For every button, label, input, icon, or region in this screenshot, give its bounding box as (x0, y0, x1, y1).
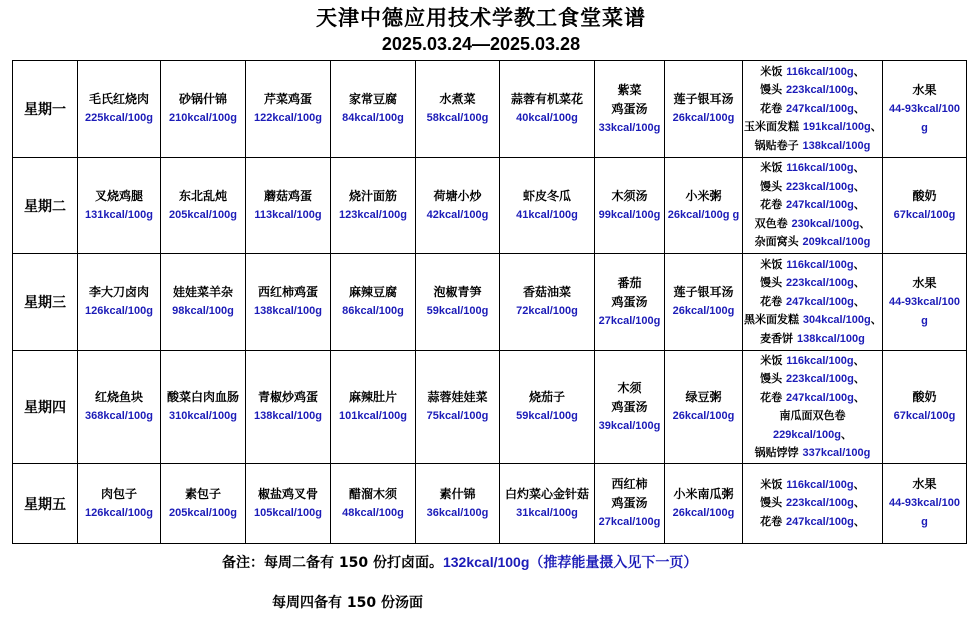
staple-name: 米饭 (760, 161, 787, 175)
note-suffix: （推荐能量摄入见下一页） (529, 555, 698, 571)
porridge-cell (665, 254, 743, 351)
day-row (13, 464, 967, 544)
staple-separator: 、 (853, 372, 865, 385)
dish-name: 椒盐鸡叉骨 (257, 486, 318, 501)
dish-cell (331, 61, 416, 158)
dish-kcal: 123kcal/100g (339, 208, 407, 221)
dish-name: 白灼菜心金针菇 (504, 486, 589, 501)
extra-kcal: 44-93kcal/100g (889, 102, 960, 134)
dish-name: 蘑菇鸡蛋 (263, 188, 312, 203)
dish-cell (161, 464, 246, 544)
staple-line (744, 63, 881, 82)
day-label: 星期四 (13, 351, 78, 464)
staple-name: 馒头 (760, 496, 786, 510)
day-row (13, 61, 967, 158)
dish-name: 蒜蓉娃娃菜 (427, 390, 488, 404)
dish-kcal: 126kcal/100g (85, 305, 153, 317)
staple-line (744, 330, 881, 349)
staple-line (744, 256, 881, 275)
staple-name: 黑米面发糕 (744, 313, 803, 327)
staple-separator: 、 (870, 313, 882, 327)
day-label: 星期一 (13, 61, 78, 158)
staple-kcal: 116kcal/100g (786, 65, 854, 78)
staple-name: 麦香饼 (760, 331, 797, 345)
staple-line (744, 426, 881, 445)
soup-cell (595, 61, 665, 158)
dish-cell (161, 351, 246, 464)
dish-cell (416, 254, 500, 351)
staple-kcal: 247kcal/100g (785, 199, 854, 212)
staple-name: 馒头 (760, 179, 786, 193)
dish-kcal: 210kcal/100g (169, 112, 237, 124)
dish-cell (246, 464, 331, 544)
staple-line (744, 293, 881, 312)
soup-name-line: 鸡蛋汤 (611, 399, 648, 414)
dish-cell (246, 351, 331, 464)
dish-cell (500, 61, 595, 158)
staple-line (744, 137, 881, 156)
dish-kcal: 105kcal/100g (254, 506, 322, 519)
dish-kcal: 138kcal/100g (254, 305, 322, 317)
dish-cell (331, 351, 416, 464)
dish-kcal: 48kcal/100g (342, 506, 404, 519)
staple-line (744, 81, 881, 100)
porridge-name: 小米粥 (685, 188, 722, 203)
dish-cell (78, 158, 161, 254)
dish-name: 虾皮冬瓜 (522, 188, 571, 203)
dish-name: 家常豆腐 (348, 92, 397, 106)
dish-cell (416, 61, 500, 158)
dish-kcal: 59kcal/100g (426, 305, 489, 317)
dish-kcal: 86kcal/100g (342, 305, 404, 317)
staple-name: 锅贴饽饽 (754, 446, 803, 459)
dish-name: 肉包子 (100, 486, 137, 501)
dish-kcal: 84kcal/100g (342, 112, 404, 124)
staple-line (744, 476, 881, 495)
porridge-cell (665, 61, 743, 158)
staple-kcal: 247kcal/100g (785, 391, 854, 404)
porridge-cell (665, 158, 743, 254)
staple-name: 馒头 (760, 372, 786, 385)
soup-name-line: 紫菜 (617, 82, 642, 97)
staple-separator: 、 (853, 496, 865, 510)
staple-name: 双色卷 (754, 216, 792, 230)
soup-cell (595, 254, 665, 351)
note-kcal: 132kcal/100g (442, 554, 530, 570)
staples-cell (743, 254, 883, 351)
porridge-name: 莲子银耳汤 (673, 285, 734, 299)
extra-cell (883, 351, 967, 464)
staple-kcal: 209kcal/100g (802, 236, 871, 249)
day-row (13, 254, 967, 351)
extra-kcal: 44-93kcal/100g (889, 497, 960, 528)
staple-kcal: 337kcal/100g (802, 447, 871, 459)
staple-line (744, 407, 881, 426)
porridge-name: 绿豆粥 (685, 390, 722, 404)
dish-name: 水煮菜 (439, 92, 476, 106)
staples-cell (743, 351, 883, 464)
extra-cell (883, 464, 967, 544)
staple-kcal: 247kcal/100g (785, 102, 854, 115)
dish-kcal: 58kcal/100g (426, 112, 489, 124)
porridge-name: 小米南瓜粥 (673, 486, 734, 501)
dish-kcal: 41kcal/100g (516, 208, 578, 221)
extra-cell (883, 61, 967, 158)
soup-name-line: 番茄 (617, 275, 642, 290)
staple-name: 米饭 (760, 477, 787, 491)
dish-kcal: 98kcal/100g (172, 305, 234, 317)
staple-name: 米饭 (760, 257, 787, 271)
day-row (13, 158, 967, 254)
staple-line (744, 215, 881, 234)
staple-line (744, 274, 881, 293)
dish-name: 砂锅什锦 (178, 92, 227, 106)
staple-line (744, 444, 881, 463)
staple-kcal: 138kcal/100g (796, 332, 865, 345)
dish-kcal: 40kcal/100g (516, 112, 578, 124)
staple-kcal: 247kcal/100g (785, 515, 854, 528)
staple-kcal: 230kcal/100g (791, 217, 860, 230)
porridge-cell (665, 351, 743, 464)
porridge-kcal: 26kcal/100g (672, 112, 735, 124)
dish-kcal: 131kcal/100g (85, 208, 153, 221)
soup-name-line: 鸡蛋汤 (611, 496, 648, 510)
dish-cell (500, 351, 595, 464)
dish-cell (416, 158, 500, 254)
staple-line (744, 513, 881, 532)
staple-name: 米饭 (760, 64, 787, 78)
dish-name: 香菇油菜 (522, 285, 571, 299)
dish-cell (78, 61, 161, 158)
dish-cell (246, 158, 331, 254)
extra-kcal: 44-93kcal/100g (889, 295, 960, 327)
dish-cell (331, 158, 416, 254)
staple-separator: 、 (870, 120, 882, 134)
porridge-kcal: 26kcal/100g (672, 410, 735, 422)
dish-name: 李大刀卤肉 (88, 285, 149, 299)
dish-name: 红烧鱼块 (94, 390, 143, 404)
staple-kcal: 116kcal/100g (786, 258, 854, 271)
staple-separator: 、 (853, 64, 865, 78)
dish-name: 荷塘小炒 (433, 188, 482, 203)
dish-kcal: 126kcal/100g (85, 506, 153, 519)
dish-cell (500, 464, 595, 544)
dish-cell (246, 61, 331, 158)
dish-name: 西红柿鸡蛋 (257, 285, 318, 299)
dish-cell (161, 61, 246, 158)
dish-name: 青椒炒鸡蛋 (257, 390, 318, 404)
staple-line (744, 370, 881, 389)
extra-kcal: 67kcal/100g (893, 410, 956, 422)
staple-line (744, 311, 881, 330)
soup-name-line: 西红柿 (611, 477, 648, 491)
dish-kcal: 368kcal/100g (85, 410, 153, 422)
dish-name: 素包子 (184, 486, 221, 501)
dish-cell (500, 158, 595, 254)
staple-name: 锅贴卷子 (754, 138, 803, 152)
staple-line (744, 494, 881, 513)
dish-cell (331, 464, 416, 544)
staple-line (744, 159, 881, 178)
dish-kcal: 113kcal/100g (254, 208, 322, 221)
dish-cell (246, 254, 331, 351)
note-line-2: 每周四备有 150 份汤面 (272, 595, 423, 611)
staple-separator: 、 (840, 427, 852, 441)
staple-separator: 、 (853, 83, 865, 97)
staple-name: 玉米面发糕 (744, 120, 803, 134)
porridge-kcal: 26kcal/100g g (667, 208, 740, 221)
page-title: 天津中德应用技术学教工食堂菜谱 (316, 5, 646, 30)
day-label: 星期三 (13, 254, 78, 351)
dish-name: 醋溜木须 (348, 486, 397, 501)
staple-name: 杂面窝头 (754, 235, 803, 249)
dish-kcal: 59kcal/100g (516, 410, 578, 422)
dish-name: 毛氏红烧肉 (88, 92, 149, 106)
soup-kcal: 33kcal/100g (598, 121, 661, 134)
dish-name: 泡椒青笋 (433, 285, 482, 299)
day-row (13, 351, 967, 464)
staple-kcal: 223kcal/100g (785, 497, 854, 510)
staple-line (744, 389, 881, 408)
staple-kcal: 223kcal/100g (785, 84, 854, 97)
dish-name: 烧汁面筋 (348, 188, 397, 203)
staple-name: 南瓜面双色卷 (779, 409, 846, 422)
dish-name: 麻辣肚片 (348, 390, 397, 404)
staple-separator: 、 (853, 276, 865, 290)
dish-name: 叉烧鸡腿 (94, 188, 143, 203)
dish-name: 麻辣豆腐 (348, 285, 397, 299)
day-label: 星期五 (13, 464, 78, 544)
staple-kcal: 247kcal/100g (785, 295, 854, 308)
dish-kcal: 42kcal/100g (426, 208, 489, 221)
dish-kcal: 205kcal/100g (169, 506, 237, 519)
dish-name: 素什锦 (439, 486, 476, 501)
staple-kcal: 116kcal/100g (786, 478, 854, 491)
staple-name: 花卷 (760, 390, 786, 404)
soup-cell (595, 158, 665, 254)
staple-separator: 、 (853, 179, 865, 193)
date-range: 2025.03.24—2025.03.28 (381, 34, 581, 54)
staple-name: 花卷 (760, 514, 786, 528)
dish-name: 烧茄子 (528, 390, 565, 404)
dish-cell (161, 158, 246, 254)
soup-kcal: 39kcal/100g (598, 419, 661, 432)
dish-cell (78, 464, 161, 544)
dish-cell (331, 254, 416, 351)
staples-cell (743, 464, 883, 544)
staple-line (744, 233, 881, 252)
extra-name: 水果 (912, 477, 937, 491)
staple-kcal: 116kcal/100g (786, 162, 854, 175)
staple-separator: 、 (859, 216, 871, 230)
dish-kcal: 36kcal/100g (426, 506, 489, 519)
staples-cell (743, 158, 883, 254)
staple-kcal: 138kcal/100g (802, 139, 871, 152)
dish-kcal: 225kcal/100g (85, 112, 153, 124)
dish-kcal: 310kcal/100g (169, 410, 237, 422)
staple-separator: 、 (853, 161, 865, 175)
menu-table (12, 60, 967, 544)
dish-name: 东北乱炖 (178, 188, 227, 203)
porridge-kcal: 26kcal/100g (672, 305, 735, 317)
dish-kcal: 205kcal/100g (169, 208, 237, 221)
dish-cell (416, 351, 500, 464)
dish-cell (78, 351, 161, 464)
staple-line (744, 100, 881, 119)
extra-name: 水果 (912, 275, 937, 290)
porridge-name: 莲子银耳汤 (673, 92, 734, 106)
staple-line (744, 352, 881, 371)
staple-name: 花卷 (760, 101, 786, 115)
staple-line (744, 196, 881, 215)
staple-name: 米饭 (760, 353, 787, 367)
soup-name-line: 木须汤 (611, 188, 648, 203)
dish-kcal: 75kcal/100g (426, 410, 489, 422)
extra-kcal: 67kcal/100g (893, 208, 956, 221)
soup-kcal: 99kcal/100g (598, 208, 661, 221)
staple-separator: 、 (853, 257, 865, 271)
note-prefix: 备注：每周二备有 150 份打卤面。 (222, 555, 443, 571)
staple-kcal: 223kcal/100g (785, 277, 854, 290)
day-label: 星期二 (13, 158, 78, 254)
dish-kcal: 138kcal/100g (254, 410, 322, 422)
soup-cell (595, 464, 665, 544)
extra-name: 水果 (912, 82, 937, 97)
soup-name-line: 鸡蛋汤 (611, 294, 648, 309)
staple-name: 花卷 (760, 198, 786, 212)
staple-separator: 、 (853, 390, 865, 404)
dish-cell (161, 254, 246, 351)
staple-kcal: 116kcal/100g (786, 354, 854, 367)
extra-name: 酸奶 (912, 188, 937, 203)
extra-cell (883, 254, 967, 351)
staple-separator: 、 (853, 514, 865, 528)
porridge-kcal: 26kcal/100g (672, 506, 735, 519)
dish-cell (78, 254, 161, 351)
dish-kcal: 101kcal/100g (339, 410, 407, 422)
staple-kcal: 229kcal/100g (773, 428, 841, 441)
porridge-cell (665, 464, 743, 544)
dish-cell (500, 254, 595, 351)
dish-kcal: 122kcal/100g (254, 112, 322, 124)
staples-cell (743, 61, 883, 158)
soup-name-line: 鸡蛋汤 (611, 101, 648, 116)
staple-kcal: 223kcal/100g (785, 180, 854, 193)
staple-kcal: 191kcal/100g (802, 121, 871, 134)
staple-name: 花卷 (760, 294, 786, 308)
staple-separator: 、 (853, 353, 865, 367)
dish-kcal: 31kcal/100g (516, 506, 578, 519)
dish-kcal: 72kcal/100g (516, 305, 578, 317)
soup-name-line: 木须 (617, 380, 642, 395)
dish-name: 芹菜鸡蛋 (263, 92, 312, 106)
staple-line (744, 118, 881, 137)
dish-name: 蒜蓉有机菜花 (510, 92, 583, 106)
staple-line (744, 178, 881, 197)
extra-name: 酸奶 (912, 390, 937, 404)
staple-kcal: 304kcal/100g (802, 314, 871, 327)
soup-kcal: 27kcal/100g (598, 516, 661, 528)
staple-kcal: 223kcal/100g (785, 373, 854, 385)
staple-name: 馒头 (760, 83, 786, 97)
extra-cell (883, 158, 967, 254)
soup-cell (595, 351, 665, 464)
soup-kcal: 27kcal/100g (598, 314, 661, 327)
dish-name: 酸菜白肉血肠 (166, 390, 239, 404)
note-line-1 (222, 552, 697, 572)
dish-cell (416, 464, 500, 544)
staple-separator: 、 (853, 477, 865, 491)
staple-separator: 、 (853, 198, 865, 212)
staple-name: 馒头 (760, 276, 786, 290)
staple-separator: 、 (853, 101, 865, 115)
dish-name: 娃娃菜羊杂 (172, 285, 233, 299)
staple-separator: 、 (853, 294, 865, 308)
